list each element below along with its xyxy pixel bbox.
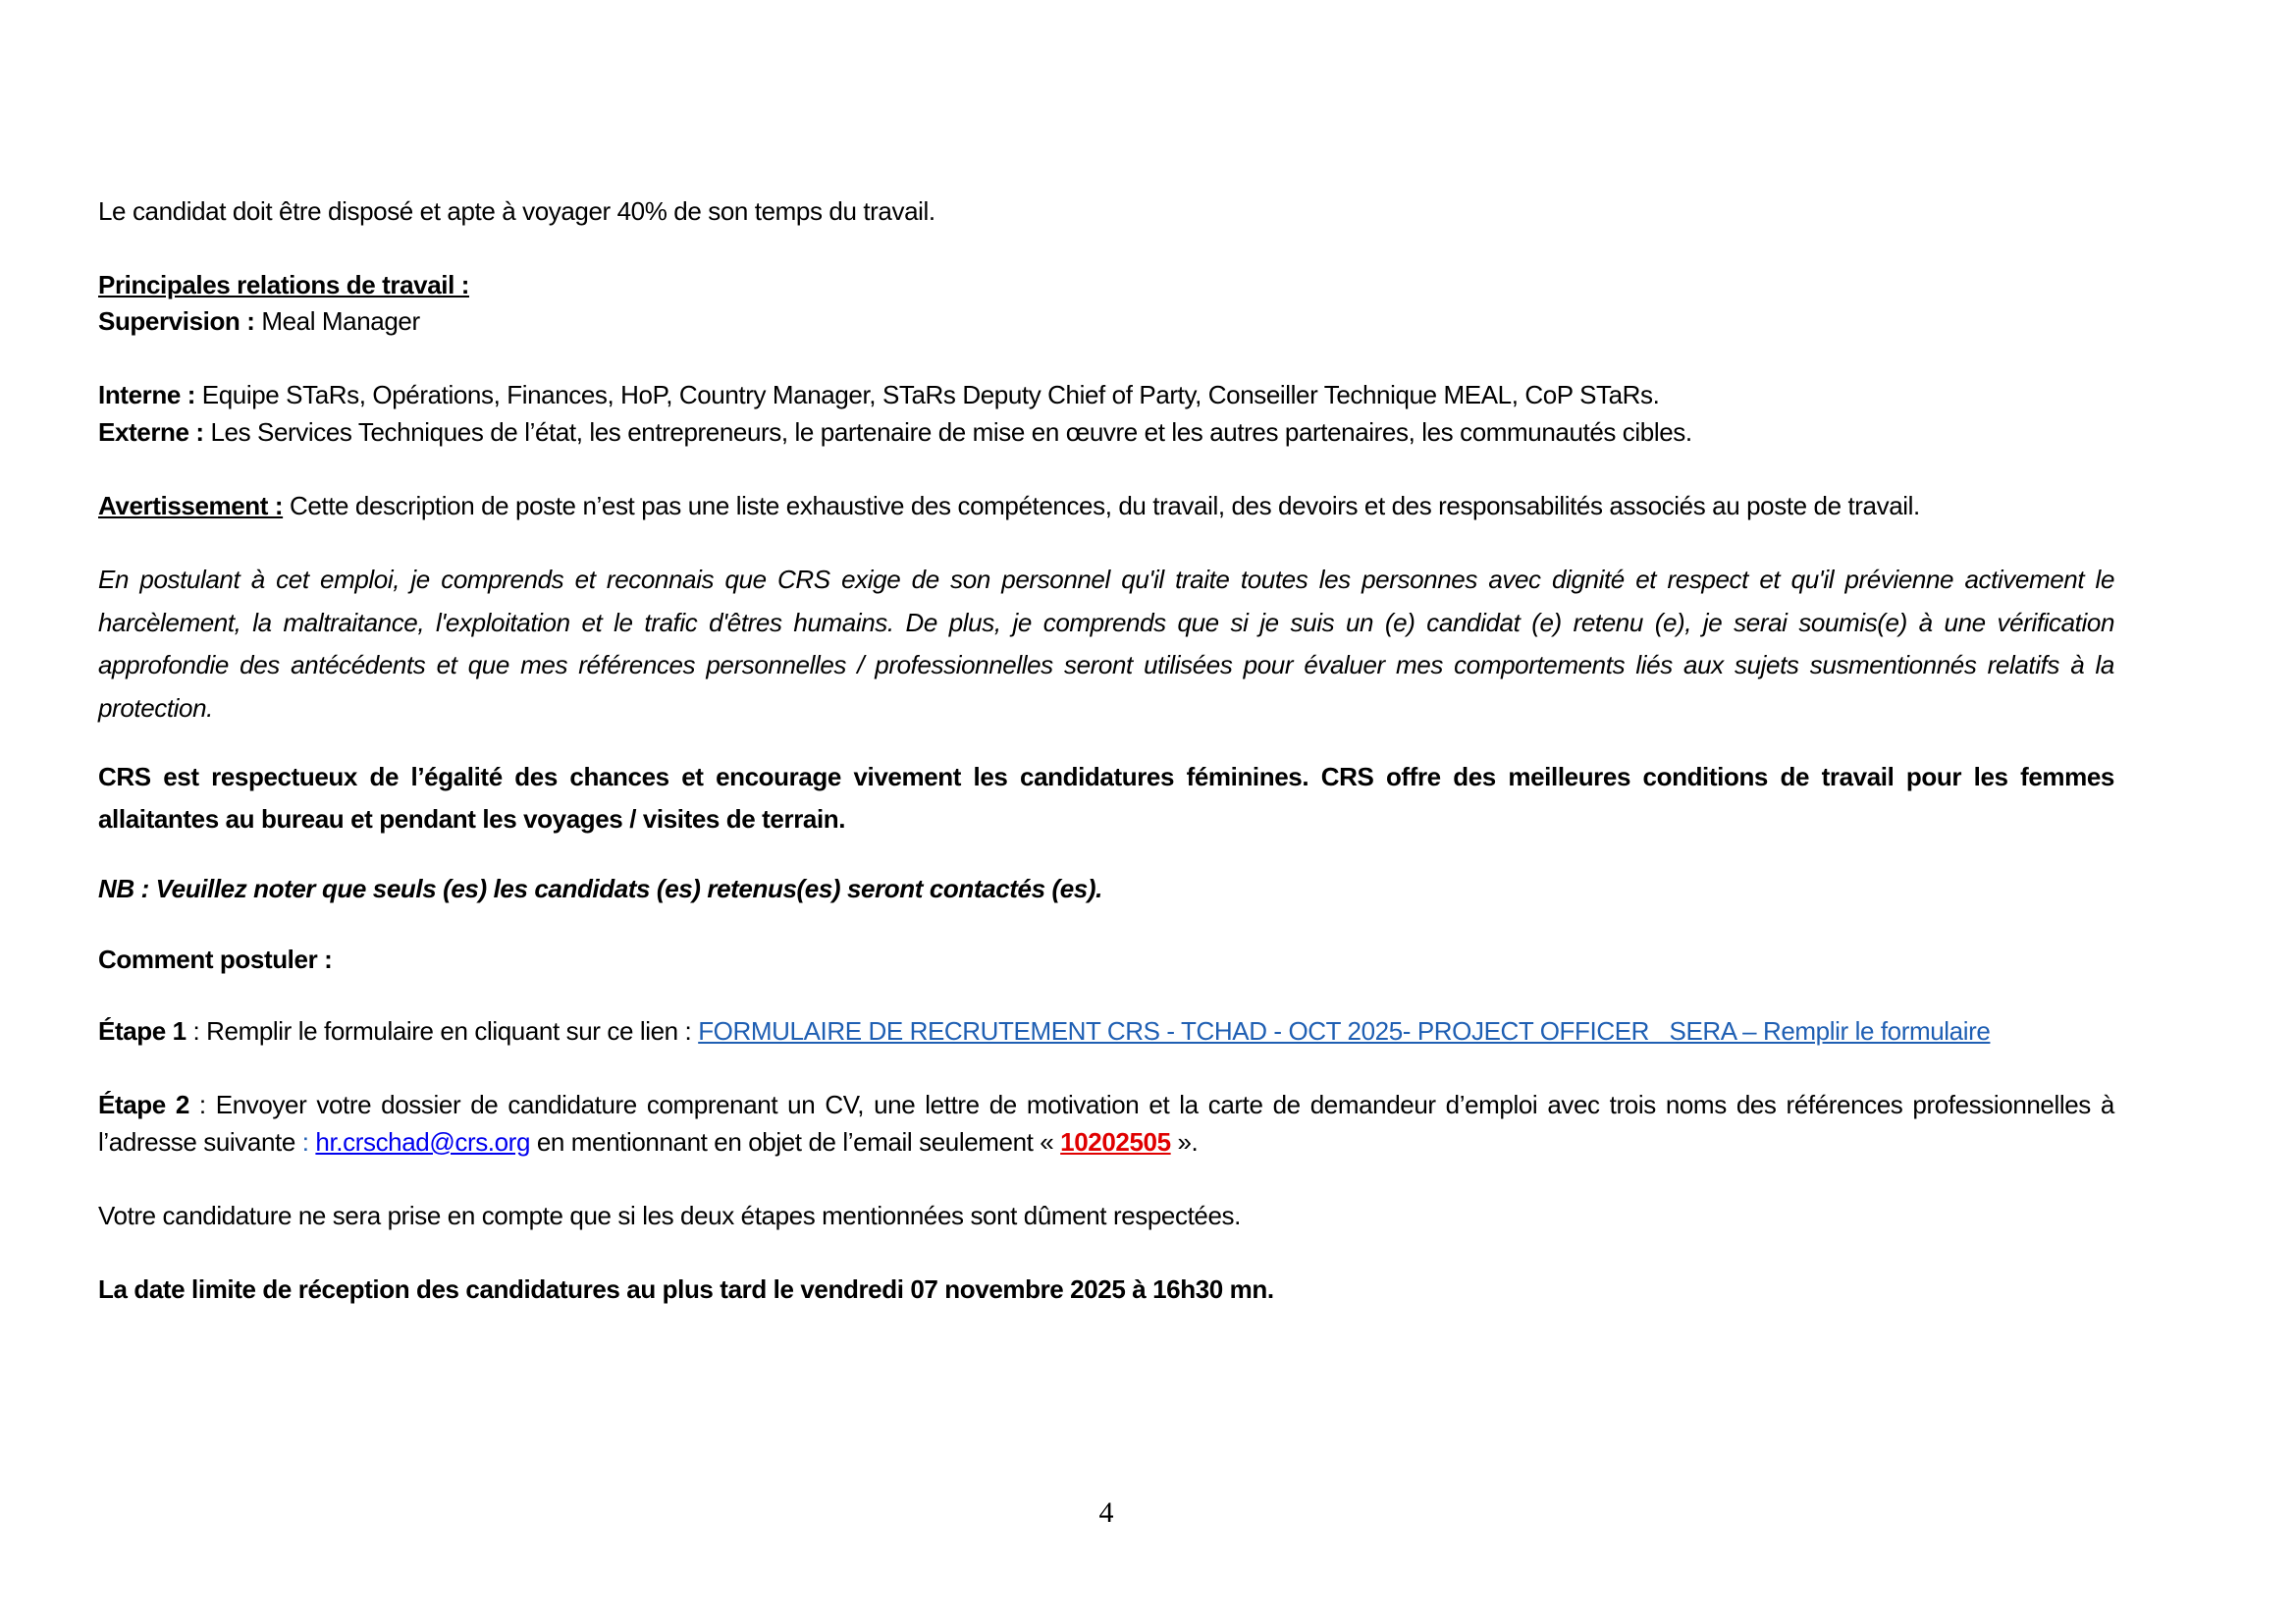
step2-label: Étape 2 xyxy=(98,1090,189,1119)
equality-text: CRS est respectueux de l’égalité des chances et encourage vivement les candidatures féminines. CRS offre des meilleures conditions de travail pour les femmes allaitantes au bureau et pendant les voyages / visites de terrain. xyxy=(98,762,2114,834)
step2-text: : Envoyer votre dossier de candidature comprenant un CV, une lettre de motivation et la carte de demandeur d’emploi avec trois noms des références professionnelles à l’adresse suivante xyxy=(98,1090,2114,1157)
page-number: 4 xyxy=(1098,1496,1114,1529)
deadline xyxy=(98,1272,2114,1309)
relations-heading xyxy=(98,267,2114,304)
supervision-label: Supervision : xyxy=(98,306,255,336)
interne-value: Equipe STaRs, Opérations, Finances, HoP, Country Manager, STaRs Deputy Chief of Party, Conseiller Technique MEAL, CoP STaRs. xyxy=(194,380,1660,409)
email-link[interactable]: hr.crschad@crs.org xyxy=(315,1126,531,1157)
supervision-value: Meal Manager xyxy=(254,306,420,336)
travel-requirement: Le candidat doit être disposé et apte à voyager 40% de son temps du travail. xyxy=(98,196,935,226)
step2-after: en mentionnant en objet de l’email seulement « xyxy=(530,1126,1061,1157)
step1-label: Étape 1 xyxy=(98,1016,187,1046)
equality-statement xyxy=(98,756,2114,840)
externe-line xyxy=(98,414,2114,452)
externe-value: Les Services Techniques de l’état, les entrepreneurs, le partenaire de mise en œuvre et les autres partenaires, les communautés cibles. xyxy=(203,417,1692,447)
step1-text: : Remplir le formulaire en cliquant sur ce lien : xyxy=(186,1016,699,1046)
apply-heading xyxy=(98,942,2114,979)
step2-end: ». xyxy=(1170,1126,1199,1157)
apply-heading-text: Comment postuler : xyxy=(98,945,333,974)
safeguarding-statement: En postulant à cet emploi, je comprends et reconnais que CRS exige de son personnel qu'il traite toutes les personnes avec dignité et respect et qu'il prévienne activement le harcèlement, la maltraitance, l'exploitation et le trafic d'êtres humains. De plus, je comprends que si je suis un (e) candidat (e) retenu (e), je serai soumis(e) à une vérification approfondie des antécédents et que mes références personnelles / professionnelles seront utilisées pour évaluer mes comportements liés aux sujets susmentionnés relatifs à la protection. xyxy=(98,565,2114,723)
step1 xyxy=(98,1013,2114,1051)
interne-line xyxy=(98,377,2114,414)
warning-label: Avertissement : xyxy=(98,491,284,520)
supervision-line xyxy=(98,303,2114,341)
warning-paragraph xyxy=(98,488,2114,525)
subject-code: 10202505 xyxy=(1060,1126,1171,1157)
interne-label: Interne : xyxy=(98,380,195,409)
application-note: Votre candidature ne sera prise en compte que si les deux étapes mentionnées sont dûment respectées. xyxy=(98,1201,1241,1230)
step2-colon: : xyxy=(301,1126,316,1157)
nb-text: NB : Veuillez noter que seuls (es) les candidats (es) retenus(es) seront contactés (es). xyxy=(98,874,1102,903)
form-link[interactable]: FORMULAIRE DE RECRUTEMENT CRS - TCHAD - OCT 2025- PROJECT OFFICER SERA – Remplir le formulaire xyxy=(698,1016,1991,1046)
step2 xyxy=(98,1087,2114,1161)
externe-label: Externe : xyxy=(98,417,204,447)
deadline-text: La date limite de réception des candidatures au plus tard le vendredi 07 novembre 2025 à 16h30 mn. xyxy=(98,1274,1274,1304)
warning-text: Cette description de poste n’est pas une liste exhaustive des compétences, du travail, des devoirs et des responsabilités associés au poste de travail. xyxy=(283,491,1920,520)
relations-heading-text: Principales relations de travail : xyxy=(98,270,469,299)
nb-note xyxy=(98,871,2114,908)
